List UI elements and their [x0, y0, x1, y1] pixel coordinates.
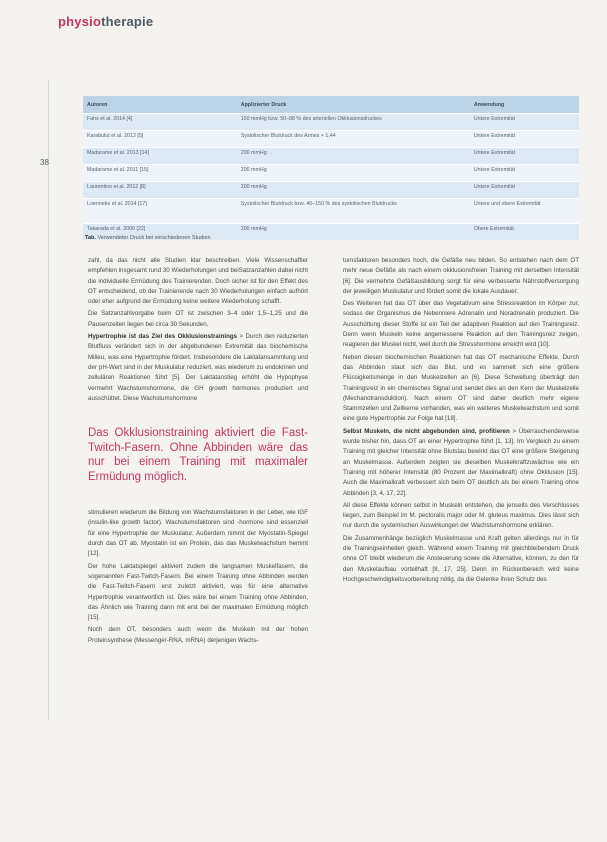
table-cell: Untere Extremität: [470, 148, 579, 165]
table-row: [83, 114, 579, 131]
table-cell: Untere und obere Extremität: [470, 199, 579, 224]
table-cell: Untere Extremität: [470, 114, 579, 131]
journal-brand: [58, 14, 153, 29]
table-cell: Systolischer Blutdruck bzw. 40–150 % des systolischen Blutdrucks: [237, 199, 470, 224]
table-cell: Takarada et al. 2000 [22]: [83, 224, 237, 241]
table-cell: Laurentino et al. 2012 [8]: [83, 182, 237, 199]
table-cell: Fahs et al. 2014 [4]: [83, 114, 237, 131]
table-row: [83, 165, 579, 182]
table-header-cell: Anwendung: [470, 96, 579, 114]
body-paragraph: Des Weiteren hat das OT über das Vegetativum eine Stressreaktion im Körper zur, sodass der Organismus die Nebenniere Adrenalin und Noradrenalin produziert. Die Ausschüttung dieser Stoffe ist ein Teil der adaptiven Reaktion auf den Trainingsreiz. Denn wenn Muskeln keine angemessene Reaktion auf den Trainingsreiz zeigen, reagieren der Muskel nicht, weil durch die Stresshormone erreicht wird [10].: [343, 300, 579, 349]
body-paragraph: Die Zusammenhänge bezüglich Muskelmasse und Kraft gelten allerdings nur in für die Trainingseinheiten gleich. Während einem Training mit gleichbleibendem Druck ohne OT bleibt wiederum die Ansteuerung sowie die Alternative, können, zu den für den Muskelaufbau vorteilhaft [8, 17, 25]. Denn im Rückenbereich wird keine Hochgeschwindigkeitsvorbereitung nötig, da die Gelenke ihren Schutz des: [343, 534, 579, 583]
table-cell: 200 mmHg: [237, 165, 470, 182]
table-cell: Obere Extremität: [470, 224, 579, 241]
body-paragraph: Der hohe Laktatspiegel aktiviert zudem die langsamen Muskelfasern, die sogenannten Fast-Twitch-Fasern. Bei einem Training ohne Abbinden werden die Fast-Twitch-Fasern erst zuletzt aktiviert, was für eine alternative Hypertrophie verantwortlich ist. Dies wäre bei einem Training ohne Abbinden, das Ähnlich wie Training dann mit erst bei der maximalen Ermüdung möglich [15].: [88, 562, 308, 622]
table-cell: 200 mmHg: [237, 182, 470, 199]
body-paragraph-text: Durch den reduzierten Blutfluss verändert sich in der abgebundenen Extremität das biochemische Milieu, was eine Hypertrophie fördert. Insbesondere die Laktatansammlung und der pH-Wert sind in der Muskulatur reduziert, was wiederum zu endokrinen und zellulären Reaktionen führt [5]. Der Laktatanstieg erhöht die Hypophyse vermehrt Wachstumshormone, die GH growth hormones produziert und ausschüttet. Diese Wachstumshormone: [88, 333, 308, 402]
table-cell: Untere Extremität: [470, 182, 579, 199]
section-heading: Hypertrophie ist das Ziel des Okklusionstrainings: [88, 333, 238, 341]
body-paragraph: Noch dem OT, besonders auch wenn die Muskeln mit der hohen Proteinsynthese (Messenger-RNA, mRNA) derjenigen Wachs-: [88, 626, 308, 644]
table-caption: [85, 235, 211, 241]
body-paragraph: Neben diesen biochemischen Reaktionen hat das OT mechanische Effekte. Durch das Abbinden staut sich das Blut, und es sammelt sich eine größere Flüssigkeitsmenge in den Muskelzellen an [6]. Diese Schwellung überträgt den Trainingsreiz in ein chemisches Signal und sendet dies an den Kern der Muskelzelle (Mechanotransduktion). Nach einem OT sind daher deutlich mehr eigene Stammzellen und Zellkerne vorhanden, was ein weiteres Muskelwachstum und somit eine gute Hypertrophie zur Folge hat [18].: [343, 353, 579, 423]
body-paragraph: stimulieren wiederum die Bildung von Wachstumsfaktoren in der Leber, wie IGF (insulin-like growth factor). Wachstumsfaktoren sind -hormone sind essenziell für eine Hypertrophie der Muskulatur. Außerdem nimmt der Myostatin-Spiegel durch das OT ab. Myostatin ist ein Protein, das das Muskelwachstum hemmt [12].: [88, 509, 308, 558]
table-cell: Systolischer Blutdruck des Armes × 1,44: [237, 131, 470, 148]
table-header-row: [83, 96, 579, 114]
left-lower-block: [88, 508, 308, 646]
table-cell: Loenneke et al. 2014 [17]: [83, 199, 237, 224]
table-header-cell: Autoren: [83, 96, 237, 114]
body-paragraph-text: Überraschenderweise wurde bisher hin, dass OT an einer Hypertrophie führt [1, 13]. Im Vergleich zu einem Training mit gleicher Intensität ohne Blutstau bewirkt das OT eine größere Steigerung an Muskelmasse. Außerdem zeigten sie dieselben Muskelkraftzuwächse wie ein Training mit höherer Intensität (80 Prozent der Maximalkraft) ohne Okklusion [15]. Auch die Maximalkraft verbessert sich beim OT deutlich als bei einem Training ohne Abbinden [3, 4, 17, 22].: [343, 427, 579, 497]
table-caption-label: Tab.: [85, 235, 96, 241]
table-cell: Untere Extremität: [470, 165, 579, 182]
table-row: [83, 182, 579, 199]
table-cell: Madarame et al. 2011 [15]: [83, 165, 237, 182]
table-cell: Untere Extremität: [470, 131, 579, 148]
body-paragraph-with-heading: Selbst Muskeln, die nicht abgebunden sind, profitieren > Überraschenderweise wurde bisher hin, dass OT an einer Hypertrophie führt [1, 13]. Im Vergleich zu einem Training mit gleicher Intensität ohne Blutstau bewirkt das OT eine größere Steigerung an Muskelmasse. Außerdem zeigten sie dieselben Muskelkraftzuwächse wie ein Training mit höherer Intensität (80 Prozent der Maximalkraft) ohne Okklusion [15]. Auch die Maximalkraft verbessert sich beim OT deutlich als bei einem Training ohne Abbinden [3, 4, 17, 22].: [343, 427, 579, 497]
table-cell: Karabulut et al. 2012 [5]: [83, 131, 237, 148]
right-column: [343, 256, 579, 587]
table-row: [83, 199, 579, 224]
body-paragraph-with-heading: Hypertrophie ist das Ziel des Okklusionstrainings > Durch den reduzierten Blutfluss verändert sich in der abgebundenen Extremität das biochemische Milieu, was eine Hypertrophie fördert. Insbesondere die Laktatansammlung und der pH-Wert sind in der Muskulatur reduziert, was wiederum zu endokrinen und zellulären Reaktionen führt [5]. Der Laktatanstieg erhöht die Hypophyse vermehrt Wachstumshormone, die GH growth hormones produziert und ausschüttet. Diese Wachstumshormone: [88, 333, 308, 402]
table-cell: 200 mmHg: [237, 224, 470, 241]
pull-quote: Das Okklusionstraining aktiviert die Fast-Twitch-Fasern. Ohne Abbinden wäre das nur bei einem Training mit maximaler Ermüdung möglich.: [88, 427, 308, 483]
page-number: 38: [40, 158, 49, 167]
table-cell: 200 mmHg: [237, 148, 470, 165]
table-header-cell: Applizierter Druck: [237, 96, 470, 114]
pressure-table: [83, 96, 579, 240]
body-paragraph: tumsfaktoren besonders hoch, die Gefäße neu bilden. So entstehen nach dem OT mehr neue Gefäße als nach einem okklusionsfreien Training mit derselben Intensität [6]. Die vermehrte Gefäßausbildung sorgt für eine verbesserte Nährstoffversorgung der jeweiligen Muskulatur und fördert somit die lokale Ausdauer.: [343, 257, 579, 295]
table-caption-text: Verwendeter Druck bei verschiedenen Studien: [97, 235, 211, 241]
section-heading: Selbst Muskeln, die nicht abgebunden sind, profitieren: [343, 427, 510, 435]
body-paragraph: All diese Effekte können selbst in Muskeln entstehen, die jenseits des Verschlusses liegen, zum Beispiel im M. pectoralis major oder M. gluteus maximus. Dies lässt sich nur durch die systemischen Auswirkungen der Wachstumshormone erklären.: [343, 501, 579, 530]
left-column: [88, 256, 308, 648]
table-row: [83, 148, 579, 165]
body-paragraph: zahl, da das nicht alle Studien klar beschreiben. Viele Wissenschaftler empfehlen insgesamt rund 30 Wiederholungen und beiSatzanzahlen dabei nicht die individuelle Ermüdung des Trainierenden. Doch sicher ist für den Effekt des OT entscheidend, ob der Trainierende nach 30 Wiederholungen einfach aufhört oder eher aufgrund der Ermüdung keine weitere Wiederholung schafft.: [88, 257, 308, 306]
table-cell: 150 mmHg bzw. 50–88 % des arteriellen Okklusionsdruckes: [237, 114, 470, 131]
margin-divider: [48, 80, 49, 720]
body-paragraph: Die Satzanzahlvorgabe beim OT ist zwischen 3–4 oder 1,5–1,25 und die Pausenzeiten liegen bei circa 30 Sekunden.: [88, 310, 308, 328]
brand-prefix: physio: [58, 14, 102, 29]
table-cell: Madarame et al. 2013 [14]: [83, 148, 237, 165]
table-row: [83, 131, 579, 148]
brand-suffix: therapie: [101, 14, 154, 29]
